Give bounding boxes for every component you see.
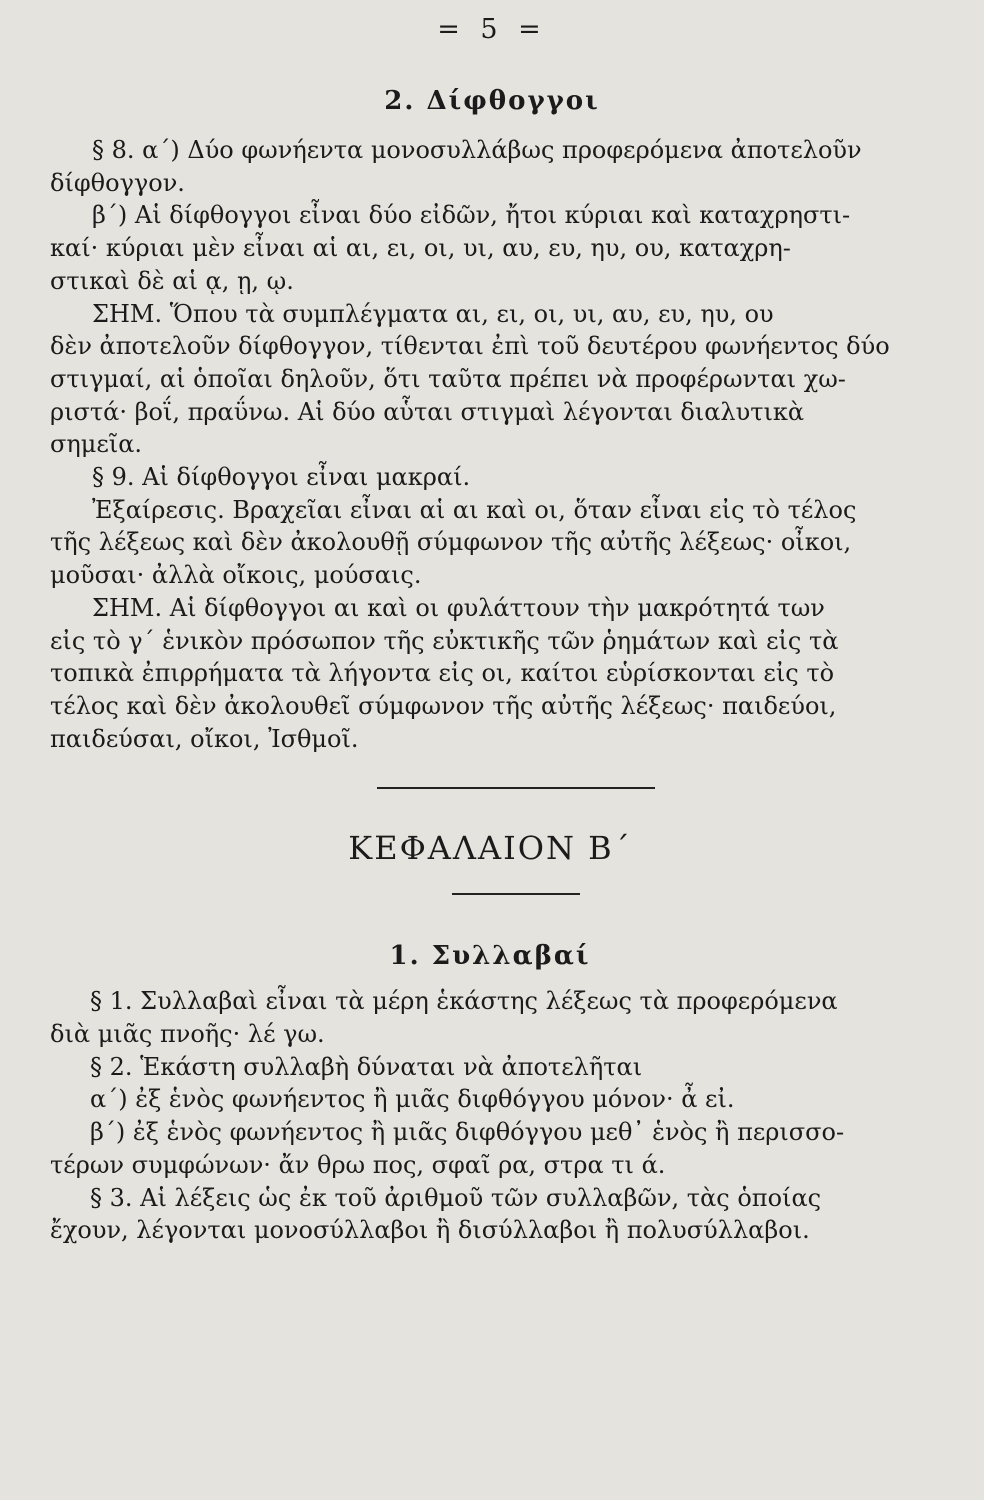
text-line: Ἐξαίρεσις. Βραχεῖαι εἶναι αἱ αι καὶ οι, ὅταν εἶναι εἰς τὸ τέλος	[92, 495, 857, 524]
text-line: β΄) ἐξ ἑνὸς φωνήεντος ἢ μιᾶς διφθόγγου μεθ᾽ ἑνὸς ἢ περισσο-	[90, 1118, 845, 1147]
text-line: δὲν ἀποτελοῦν δίφθογγον, τίθενται ἐπὶ τοῦ δευτέρου φωνήεντος δύο	[50, 332, 890, 361]
text-line: § 8. α΄) Δύο φωνήεντα μονοσυλλάβως προφερόμενα ἀποτελοῦν	[92, 136, 862, 164]
text-line: § 2. Ἑκάστη συλλαβὴ δύναται νὰ ἀποτελῆται	[90, 1052, 643, 1081]
page-number: = 5 =	[437, 14, 547, 45]
text-line: § 3. Αἱ λέξεις ὡς ἐκ τοῦ ἀριθμοῦ τῶν συλλαβῶν, τὰς ὁποίας	[90, 1183, 822, 1212]
section-syllables-body	[50, 985, 874, 1247]
text-line: α΄) ἐξ ἑνὸς φωνήεντος ἢ μιᾶς διφθόγγου μόνον· ἆ εἰ.	[90, 1085, 735, 1114]
divider-rule	[377, 787, 655, 789]
text-line: β΄) Αἱ δίφθογγοι εἶναι δύο εἰδῶν, ἤτοι κύριαι καὶ καταχρηστι-	[92, 201, 851, 230]
text-line: διὰ μιᾶς πνοῆς· λέ γω.	[50, 1020, 325, 1049]
text-line: τοπικὰ ἐπιρρήματα τὰ λήγοντα εἰς οι, καίτοι εὑρίσκονται εἰς τὸ	[50, 659, 835, 688]
text-line: ἔχουν, λέγονται μονοσύλλαβοι ἢ δισύλλαβοι ἢ πολυσύλλαβοι.	[50, 1216, 810, 1245]
text-line: § 1. Συλλαβαὶ εἶναι τὰ μέρη ἑκάστης λέξεως τὰ προφερόμενα	[90, 987, 838, 1016]
text-line: παιδεύσαι, οἴκοι, Ἰσθμοῖ.	[50, 724, 359, 753]
section-heading-syllables: 1. Συλλαβαί	[389, 941, 591, 972]
text-line: τέλος καὶ δὲν ἀκολουθεῖ σύμφωνον τῆς αὐτῆς λέξεως· παιδεύοι,	[50, 691, 837, 720]
section-diphthongs-body	[50, 134, 890, 755]
text-line: στικαὶ δὲ αἱ ᾳ, ῃ, ῳ.	[50, 266, 294, 295]
text-line: ΣΗΜ. Αἱ δίφθογγοι αι καὶ οι φυλάττουν τὴν μακρότητά των	[92, 593, 825, 622]
text-line: σημεῖα.	[50, 430, 143, 459]
text-line: καί· κύριαι μὲν εἶναι αἱ αι, ει, οι, υι, αυ, ευ, ηυ, ου, καταχρη-	[50, 234, 791, 263]
text-line: § 9. Αἱ δίφθογγοι εἶναι μακραί.	[92, 463, 471, 492]
text-line: εἰς τὸ γ΄ ἑνικὸν πρόσωπον τῆς εὐκτικῆς τῶν ῥημάτων καὶ εἰς τὰ	[50, 626, 839, 655]
text-line: τέρων συμφώνων· ἄν θρω πος, σφαῖ ρα, στρα τι ά.	[50, 1150, 666, 1179]
section-heading-diphthongs: 2. Δίφθογγοι	[384, 86, 600, 116]
text-line: ριστά· βοΐ, πραΰνω. Αἱ δύο αὗται στιγμαὶ λέγονται διαλυτικὰ	[50, 397, 805, 426]
text-line: δίφθογγον.	[50, 168, 185, 197]
text-line: μοῦσαι· ἀλλὰ οἴκοις, μούσαις.	[50, 561, 422, 590]
text-line: τῆς λέξεως καὶ δὲν ἀκολουθῇ σύμφωνον τῆς αὐτῆς λέξεως· οἶκοι,	[50, 528, 852, 557]
chapter-title: ΚΕΦΑΛΑΙΟΝ Β΄	[348, 829, 632, 868]
text-line: στιγμαί, αἱ ὁποῖαι δηλοῦν, ὅτι ταῦτα πρέπει νὰ προφέρωνται χω-	[50, 364, 846, 393]
text-line: ΣΗΜ. Ὅπου τὰ συμπλέγματα αι, ει, οι, υι, αυ, ευ, ηυ, ου	[92, 299, 774, 328]
divider-rule-short	[452, 893, 580, 895]
